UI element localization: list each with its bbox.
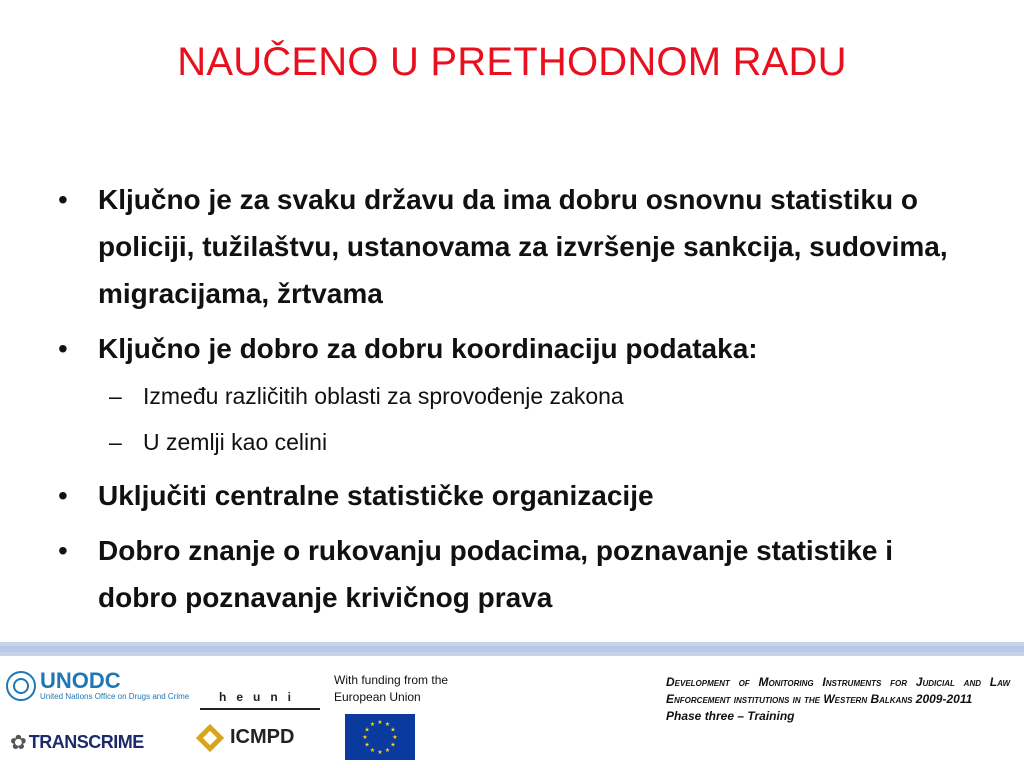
sub-bullet-item <box>58 426 958 458</box>
slide-title: NAUČENO U PRETHODNOM RADU <box>177 40 847 84</box>
sub-bullet-item <box>58 380 958 412</box>
eu-star-icon: ★ <box>369 722 376 729</box>
unodc-subtitle: United Nations Office on Drugs and Crime <box>40 692 190 701</box>
bullet-icon: • <box>58 535 68 566</box>
eu-star-icon: ★ <box>390 742 396 749</box>
bullet-icon: • <box>58 333 68 364</box>
eu-star-icon: ★ <box>377 750 383 757</box>
project-description <box>666 674 1010 725</box>
bullet-item <box>58 325 958 372</box>
funding-line-2: European Union <box>334 690 421 704</box>
dash-icon: – <box>109 383 122 409</box>
funding-line-1: With funding from the <box>334 673 449 687</box>
heuni-logo: heuni <box>200 686 320 710</box>
sub-bullet-text: Između različitih oblasti za sprovođenje zakona <box>143 383 624 409</box>
slide-body <box>58 176 958 629</box>
project-title: Development of Monitoring Instruments for Judicial and Law Enforcement institutions in the Western Balkans 2009-2011 <box>666 675 1010 706</box>
un-emblem-icon <box>6 671 36 701</box>
bullet-text: Uključiti centralne statističke organizacije <box>98 480 654 511</box>
eu-star-icon: ★ <box>384 748 391 755</box>
eu-star-icon: ★ <box>364 727 370 734</box>
eu-star-icon: ★ <box>362 735 368 742</box>
bullet-item <box>58 472 958 519</box>
eu-star-icon: ★ <box>392 735 398 742</box>
bullet-item <box>58 527 958 621</box>
eu-star-icon: ★ <box>384 722 391 729</box>
icmpd-mark-icon <box>196 723 224 751</box>
unodc-name: UNODC <box>40 668 121 693</box>
transcrime-name: TRANSCRIME <box>28 732 144 752</box>
eu-star-icon: ★ <box>369 748 376 755</box>
sub-bullet-text: U zemlji kao celini <box>143 429 328 455</box>
bullet-text: Ključno je dobro za dobru koordinaciju podataka: <box>98 333 758 364</box>
eu-star-icon: ★ <box>364 742 370 749</box>
bullet-icon: • <box>58 184 68 215</box>
dash-icon: – <box>109 429 122 455</box>
project-phase: Phase three – Training <box>666 709 795 723</box>
bullet-icon: • <box>58 480 68 511</box>
transcrime-mark-icon: ✿ <box>10 732 27 754</box>
unodc-logo <box>6 670 189 702</box>
bullet-text: Ključno je za svaku državu da ima dobru osnovnu statistiku o policiji, tužilaštvu, ustanovama za izvršenje sankcija, sudovima, migracijama, žrtvama <box>98 184 948 309</box>
icmpd-logo <box>200 726 294 749</box>
transcrime-logo <box>10 730 144 755</box>
eu-star-icon: ★ <box>377 720 383 727</box>
eu-star-icon: ★ <box>390 727 396 734</box>
bullet-text: Dobro znanje o rukovanju podacima, poznavanje statistike i dobro poznavanje krivičnog prava <box>98 535 894 613</box>
bullet-item <box>58 176 958 317</box>
eu-funding-note <box>334 672 448 706</box>
icmpd-name: ICMPD <box>230 726 295 748</box>
eu-flag-icon <box>345 714 415 760</box>
footer-divider-band <box>0 642 1024 656</box>
